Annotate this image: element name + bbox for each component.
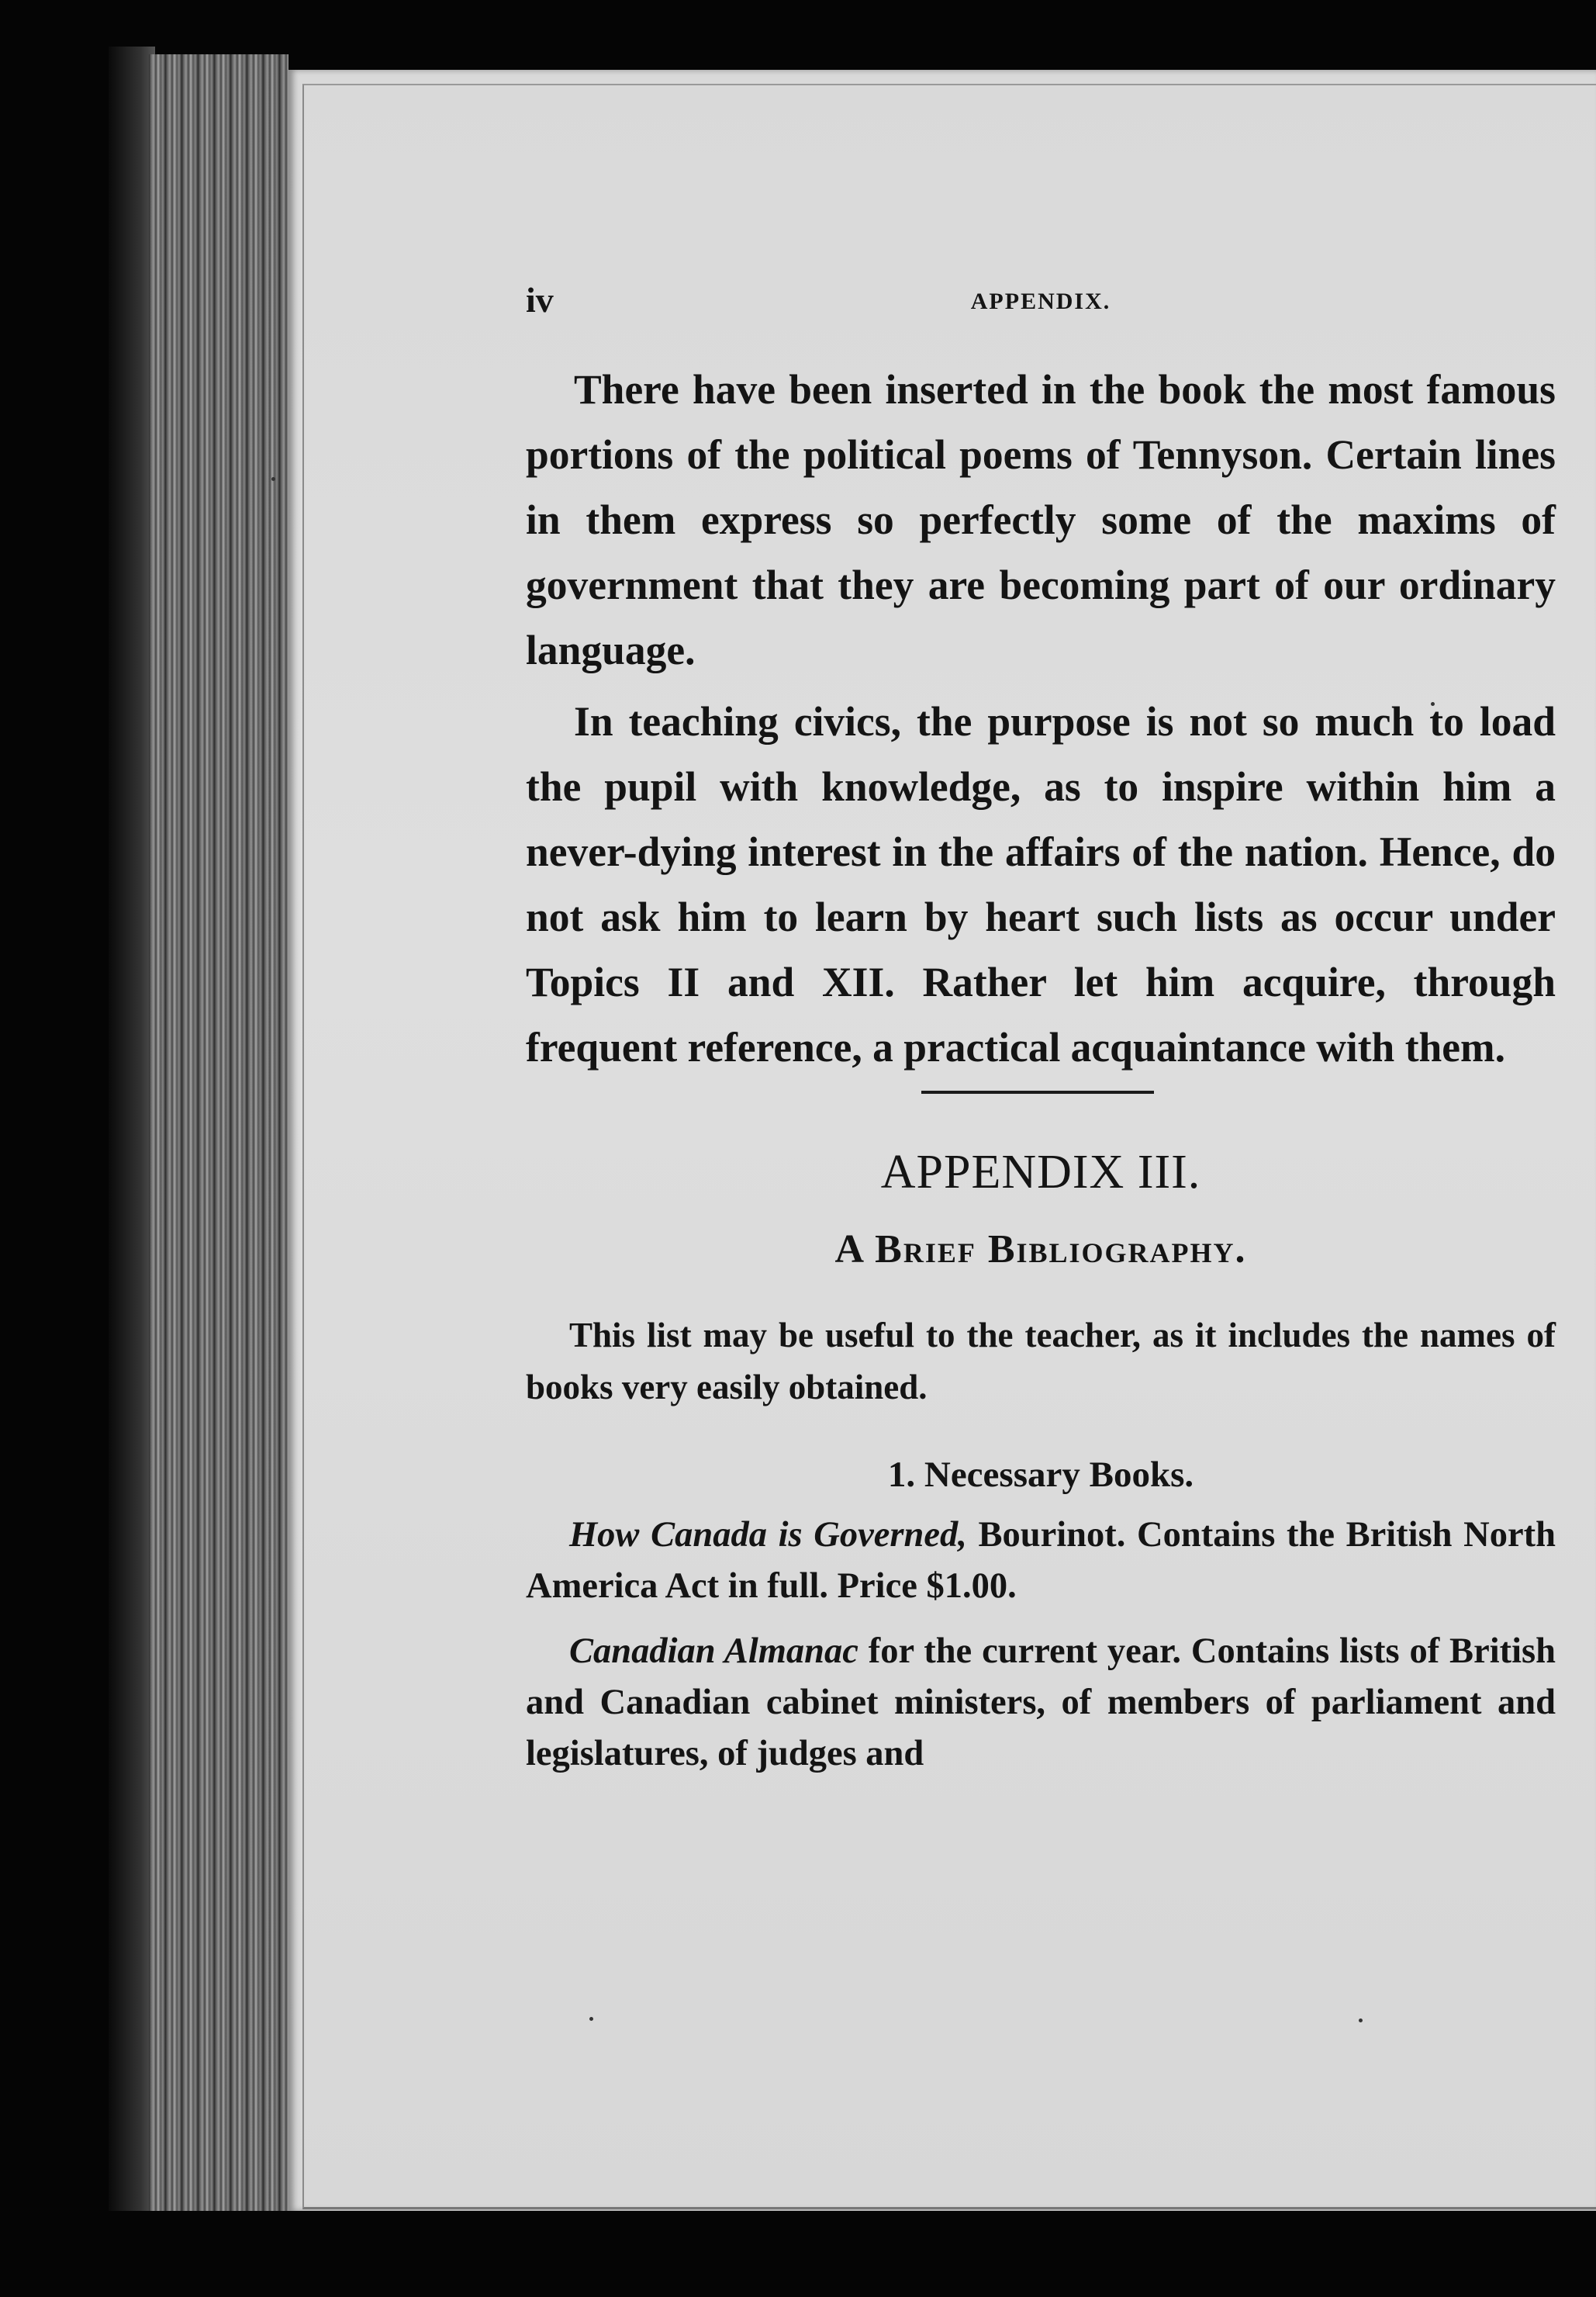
running-head	[526, 279, 1556, 326]
book-spine-shadow	[109, 47, 155, 2211]
scan-speck	[589, 2017, 593, 2021]
scan-speck	[271, 477, 275, 481]
running-head-title: APPENDIX.	[970, 289, 1111, 314]
page-content	[526, 279, 1556, 1780]
page-edges	[149, 54, 288, 2211]
section-heading: 1. Necessary Books.	[887, 1455, 1194, 1495]
appendix-subtitle: A Brief Bibliography.	[834, 1227, 1247, 1271]
paragraph-teaching-civics: In teaching civics, the purpose is not so much to load the pupil with knowledge, as to inspire within him a never-dying interest in the affairs of the nation. Hence, do not ask him to learn by heart such lists as occur under Topics II and XII. Rather let him acquire, through frequent reference, a practical acquaintance with them.	[526, 698, 1556, 1071]
scan-speck	[1359, 2019, 1363, 2022]
bibliography-note: This list may be useful to the teacher, as it includes the names of books very easily obtained.	[526, 1316, 1556, 1406]
page-number: iv	[526, 280, 554, 320]
book-title: Canadian Almanac	[569, 1631, 858, 1671]
entry-description: for the current year. Contains lists of British and Canadian cabinet ministers, of members of parliament and legislatures, of judges and	[526, 1631, 1556, 1773]
bibliography-entry	[526, 1626, 1556, 1780]
paragraph-tennyson: There have been inserted in the book the most famous portions of the political poems of Tennyson. Certain lines in them express so perfectly some of the maxims of government that they are becoming part of our ordinary language.	[526, 366, 1556, 673]
section-divider	[921, 1091, 1154, 1094]
appendix-title: APPENDIX III.	[880, 1146, 1201, 1199]
book-title: How Canada is Governed,	[569, 1515, 967, 1555]
bibliography-entry	[526, 1510, 1556, 1612]
entry-description: Bourinot. Contains the British North America Act in full. Price $1.00.	[526, 1515, 1556, 1606]
